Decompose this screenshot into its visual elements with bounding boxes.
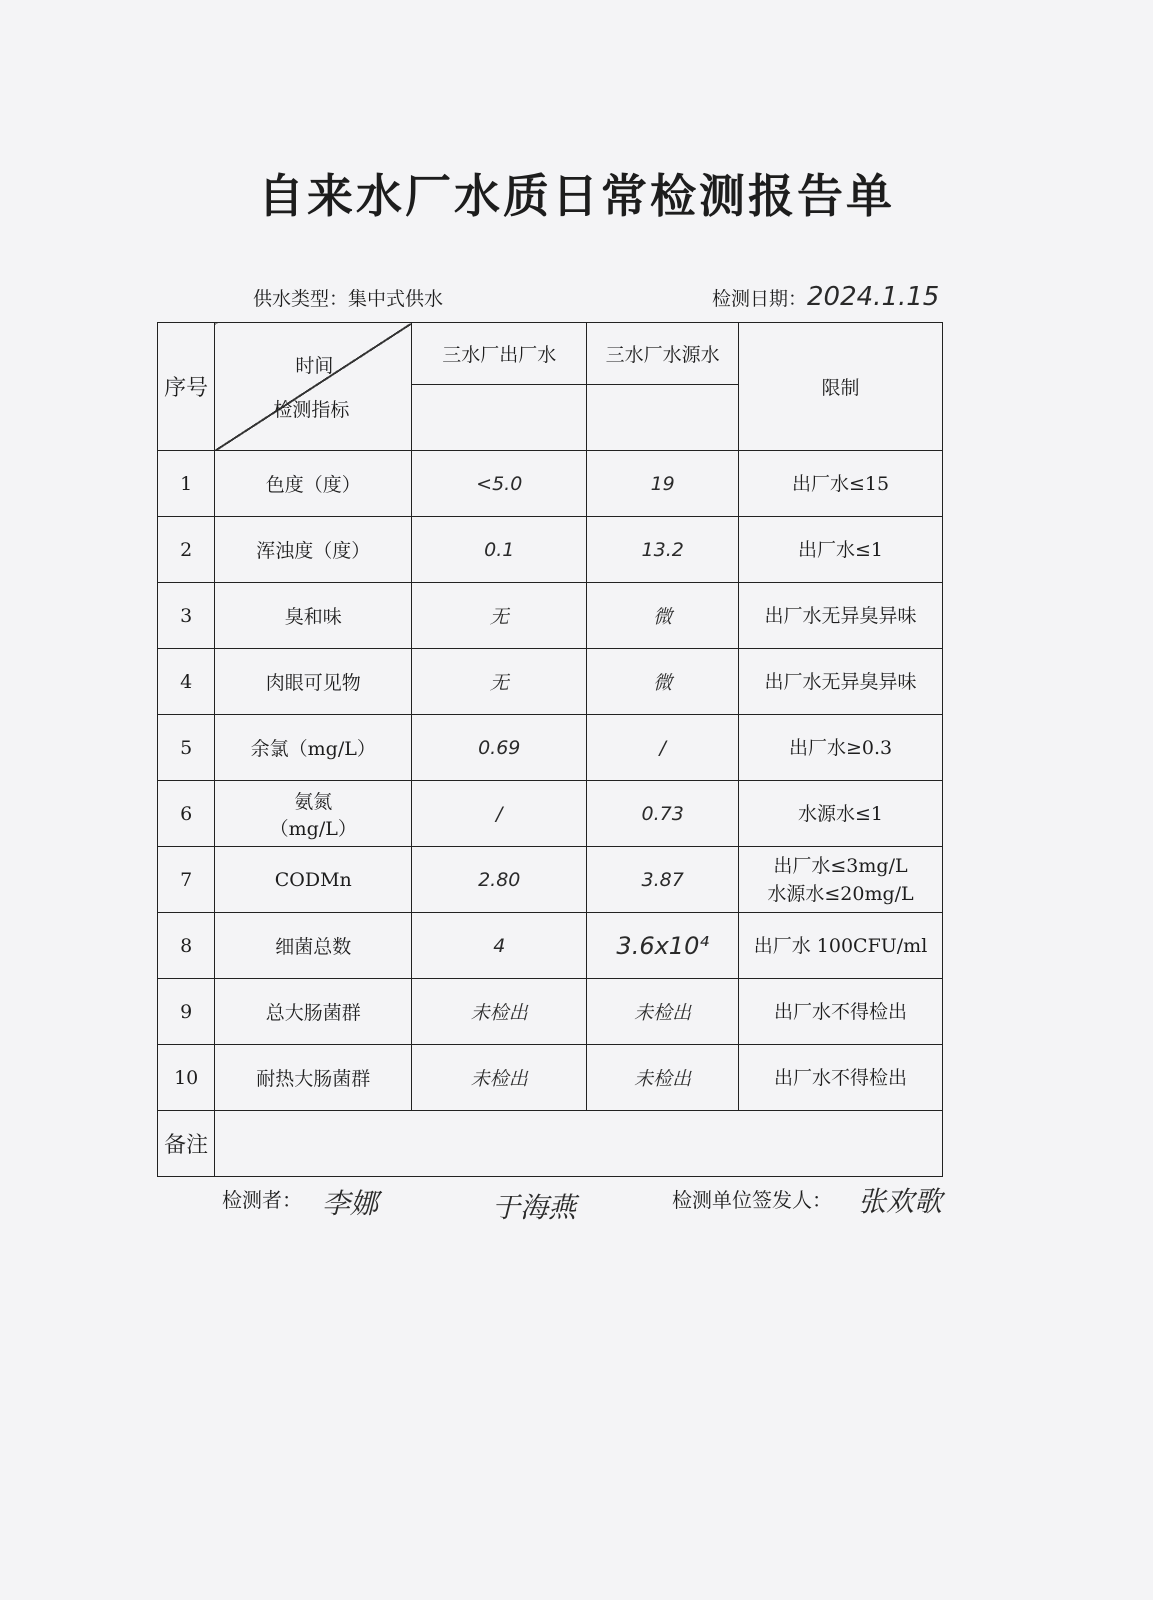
- row-limit: [739, 847, 943, 913]
- row-indicator: 余氯（mg/L）: [215, 715, 412, 781]
- row-source-value: 微: [587, 583, 739, 649]
- row-seq: 10: [158, 1045, 215, 1111]
- tester-label: 检测者：: [222, 1188, 302, 1212]
- header-seq: 序号: [158, 323, 215, 451]
- tester1-signature: 李娜: [322, 1187, 379, 1220]
- row-limit: 出厂水不得检出: [739, 1045, 943, 1111]
- header-col-source: 三水厂水源水: [587, 323, 739, 385]
- row-outlet-value: 2.80: [412, 847, 587, 913]
- row-source-value: 19: [587, 451, 739, 517]
- row-limit: 出厂水不得检出: [739, 979, 943, 1045]
- row-indicator-line2: （mg/L）: [269, 817, 357, 840]
- row-indicator: 耐热大肠菌群: [215, 1045, 412, 1111]
- header-indicator: 检测指标: [273, 399, 350, 421]
- row-source-value: 3.6x10⁴: [587, 913, 739, 979]
- row-indicator: 色度（度）: [215, 451, 412, 517]
- header-diagonal-cell: [215, 323, 412, 451]
- table-row: [158, 979, 943, 1045]
- row-indicator: 肉眼可见物: [215, 649, 412, 715]
- remarks-value: [215, 1111, 943, 1177]
- table-row: [158, 583, 943, 649]
- table-row: [158, 781, 943, 847]
- row-limit: 出厂水 100CFU/ml: [739, 913, 943, 979]
- row-indicator: [215, 781, 412, 847]
- row-outlet-value: 未检出: [412, 979, 587, 1045]
- supply-type-value: 集中式供水: [348, 288, 444, 310]
- row-seq: 1: [158, 451, 215, 517]
- row-limit-line1: 出厂水≤3mg/L: [773, 854, 908, 877]
- row-seq: 8: [158, 913, 215, 979]
- row-source-value: /: [587, 715, 739, 781]
- table-row: [158, 913, 943, 979]
- supply-type: [253, 284, 443, 311]
- header-time: 时间: [295, 355, 334, 377]
- row-outlet-value: 无: [412, 649, 587, 715]
- header-col-outlet: 三水厂出厂水: [412, 323, 587, 385]
- table-row: [158, 1045, 943, 1111]
- row-limit: 水源水≤1: [739, 781, 943, 847]
- row-seq: 6: [158, 781, 215, 847]
- tester2-signature: 于海燕: [492, 1191, 577, 1224]
- table-row: [158, 649, 943, 715]
- supply-type-label: 供水类型：: [253, 288, 349, 310]
- row-indicator: CODMn: [215, 847, 412, 913]
- row-seq: 7: [158, 847, 215, 913]
- header-limit: 限制: [739, 323, 943, 451]
- row-limit-line2: 水源水≤20mg/L: [767, 882, 914, 905]
- test-date: [712, 282, 939, 312]
- table-row: [158, 847, 943, 913]
- row-outlet-value: 4: [412, 913, 587, 979]
- row-source-value: 微: [587, 649, 739, 715]
- row-source-value: 未检出: [587, 1045, 739, 1111]
- row-outlet-value: 0.69: [412, 715, 587, 781]
- test-date-label: 检测日期：: [712, 288, 808, 310]
- row-outlet-value: 无: [412, 583, 587, 649]
- table-row: [158, 715, 943, 781]
- row-outlet-value: <5.0: [412, 451, 587, 517]
- header-col-outlet-blank: [412, 385, 587, 451]
- row-seq: 4: [158, 649, 215, 715]
- signer-label: 检测单位签发人：: [672, 1188, 832, 1212]
- row-outlet-value: 未检出: [412, 1045, 587, 1111]
- row-limit: 出厂水无异臭异味: [739, 583, 943, 649]
- row-seq: 9: [158, 979, 215, 1045]
- row-indicator-line1: 氨氮: [294, 790, 333, 813]
- remarks-row: [158, 1111, 943, 1177]
- row-limit: 出厂水≤15: [739, 451, 943, 517]
- row-source-value: 未检出: [587, 979, 739, 1045]
- results-table: [157, 322, 943, 1177]
- row-source-value: 3.87: [587, 847, 739, 913]
- row-indicator: 臭和味: [215, 583, 412, 649]
- header-col-source-blank: [587, 385, 739, 451]
- row-seq: 3: [158, 583, 215, 649]
- row-limit: 出厂水≤1: [739, 517, 943, 583]
- row-outlet-value: /: [412, 781, 587, 847]
- row-limit: 出厂水≥0.3: [739, 715, 943, 781]
- test-date-value: 2024.1.15: [807, 282, 940, 312]
- row-seq: 5: [158, 715, 215, 781]
- row-outlet-value: 0.1: [412, 517, 587, 583]
- row-indicator: 总大肠菌群: [215, 979, 412, 1045]
- row-source-value: 13.2: [587, 517, 739, 583]
- table-row: [158, 451, 943, 517]
- row-seq: 2: [158, 517, 215, 583]
- signer-signature: 张欢歌: [858, 1185, 943, 1218]
- table-row: [158, 517, 943, 583]
- report-title: 自来水厂水质日常检测报告单: [258, 169, 895, 223]
- row-source-value: 0.73: [587, 781, 739, 847]
- remarks-label: 备注: [158, 1111, 215, 1177]
- row-indicator: 细菌总数: [215, 913, 412, 979]
- row-indicator: 浑浊度（度）: [215, 517, 412, 583]
- row-limit: 出厂水无异臭异味: [739, 649, 943, 715]
